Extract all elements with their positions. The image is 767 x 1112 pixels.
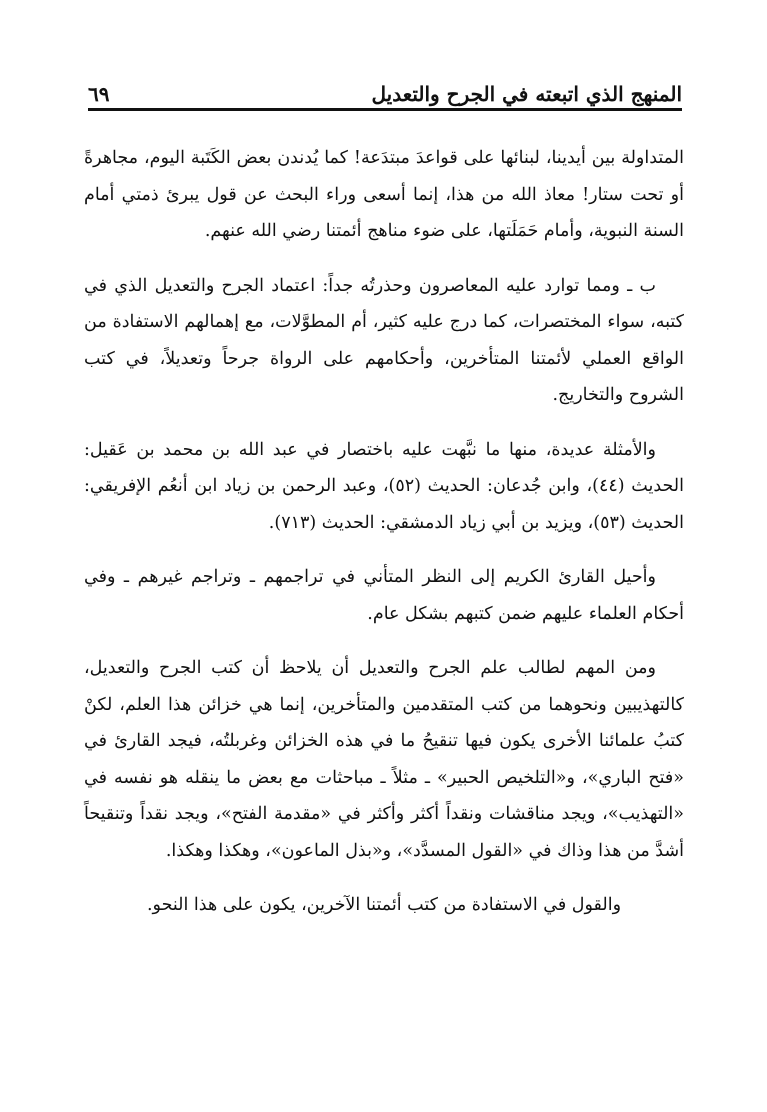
paragraph-5: ومن المهم لطالب علم الجرح والتعديل أن يلاحظ أن كتب الجرح والتعديل، كالتهذيبين ونحوهما من كتب المتقدمين والمتأخرين، إنما هي خزائن هذا العلم، لكنْ كتبُ علمائنا الأخرى يكون فيها تنقيحُ ما في هذه الخزائن وغربلتُه، فيجد القارئ في «فتح الباري»، و«التلخيص الحبير» ـ مثلاً ـ مباحثات مع بعض ما ينقله هو نفسه في «التهذيب»، ويجد مناقشات ونقداً أكثر وأكثر في «مقدمة الفتح»، ويجد نقداً وتنقيحاً أشدَّ من هذا وذاك في «القول المسدَّد»، و«بذل الماعون»، وهكذا وهكذا. — [84, 658, 684, 861]
paragraph-6: والقول في الاستفادة من كتب أئمتنا الآخرين، يكون على هذا النحو. — [146, 895, 622, 915]
paragraph-4: وأحيل القارئ الكريم إلى النظر المتأني في تراجمهم ـ وتراجم غيرهم ـ وفي أحكام العلماء عليهم ضمن كتبهم بشكل عام. — [84, 567, 684, 624]
paragraph-1: المتداولة بين أيدينا، لبنائها على قواعدَ مبتدَعة! كما يُدندن بعض الكَتَبة اليوم، مجاهرةً أو تحت ستار! معاذ الله من هذا، إنما أسعى وراء البحث عن قول يبرئ ذمتي أمام السنة النبوية، وأمام حَمَلَتها، على ضوء مناهج أئمتنا رضي الله عنهم. — [84, 148, 684, 241]
header-rule — [88, 108, 682, 111]
paragraph-3: والأمثلة عديدة، منها ما نبَّهت عليه باختصار في عبد الله بن محمد بن عَقيل: الحديث (٤٤)، وابن جُدعان: الحديث (٥٢)، وعبد الرحمن بن زياد ابن أنعُم الإفريقي: الحديث (٥٣)، ويزيد بن أبي زياد الدمشقي: الحديث (٧١٣). — [84, 439, 684, 533]
paragraph-2: ب ـ ومما توارد عليه المعاصرون وحذرتُه جداً: اعتماد الجرح والتعديل الذي في كتبه، سواء المختصرات، كما درج عليه كثير، أم المطوَّلات، مع إهمالهم الاستفادة من الواقع العملي لأئمتنا المتأخرين، وأحكامهم على الرواة جرحاً وتعديلاً، في كتب الشروح والتخاريج. — [84, 275, 684, 405]
page-header — [88, 72, 682, 106]
page-number: ٦٩ — [88, 82, 110, 106]
running-title: المنهج الذي اتبعته في الجرح والتعديل — [371, 82, 682, 106]
page-body — [84, 140, 684, 942]
